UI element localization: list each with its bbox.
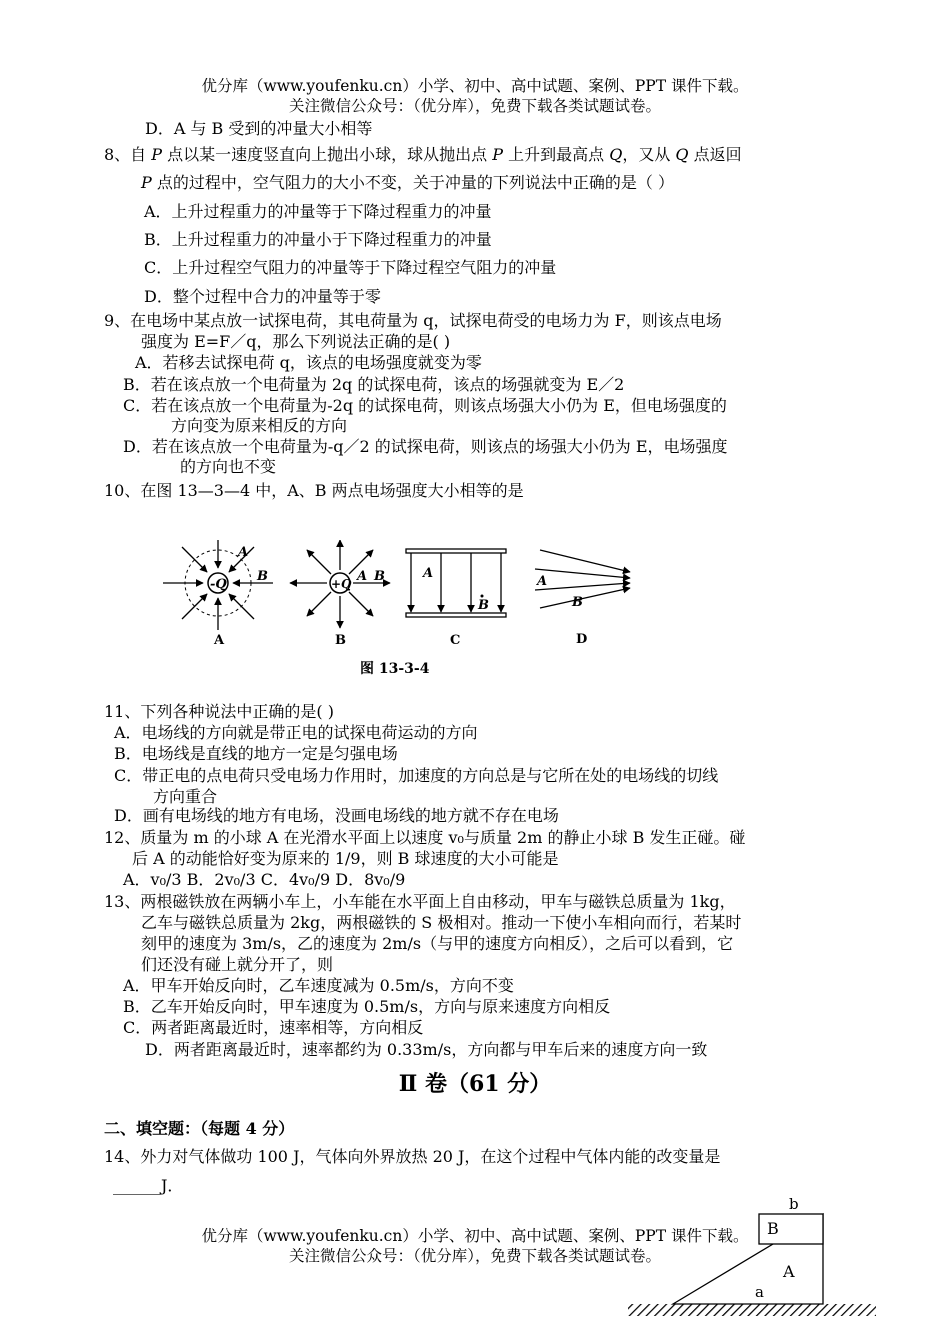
panel-c-diagram (406, 549, 506, 648)
q9-option-c-2: 方向变为原来相反的方向 (171, 416, 348, 435)
q13-option-a: A．甲车开始反向时，乙车速度减为 0.5m/s，方向不变 (123, 976, 514, 995)
q9-option-d-2: 的方向也不变 (180, 457, 277, 476)
q8-line-1: 8、自 P 点以某一速度竖直向上抛出小球，球从抛出点 P 上升到最高点 Q，又从 Q 点返回 (104, 145, 742, 164)
panel-a-diagram (163, 540, 273, 648)
q11-option-b: B．电场线是直线的地方一定是匀强电场 (114, 744, 398, 763)
q14-line-2: ______J． (113, 1176, 184, 1195)
panel-b-charge: +Q (331, 577, 352, 591)
q14-blank[interactable]: ______ (113, 1176, 161, 1195)
wedge-label-b: b (789, 1195, 799, 1213)
section-2-subtitle: 二、填空题：（每题 4 分） (104, 1119, 295, 1138)
q9-line-2: 强度为 E=F／q，那么下列说法正确的是( ) (141, 332, 451, 351)
panel-d-label: D (576, 632, 588, 647)
panel-c-point-a: A (423, 566, 434, 581)
q13-option-d: D．两者距离最近时，速率都约为 0.33m/s，方向都与甲车后来的速度方向一致 (145, 1040, 708, 1059)
q13-option-b: B．乙车开始反向时，甲车速度为 0.5m/s，方向与原来速度方向相反 (123, 997, 611, 1016)
q11-option-d: D．画有电场线的地方有电场，没画电场线的地方就不存在电场 (114, 806, 559, 825)
figure-caption: 图 13-3-4 (360, 661, 430, 677)
panel-a-point-b: B (257, 569, 268, 584)
q13-line-3: 刻甲的速度为 3m/s，乙的速度为 2m/s（与甲的速度方向相反），之后可以看到，它 (141, 934, 734, 953)
q9-line-1: 9、在电场中某点放一试探电荷，其电荷量为 q，试探电荷受的电场力为 F，则该点电场 (104, 311, 722, 330)
q8-line-2: P 点的过程中，空气阻力的大小不变，关于冲量的下列说法中正确的是（ ） (141, 173, 674, 192)
panel-c-point-b: B (478, 598, 489, 613)
q11-line-1: 11、下列各种说法中正确的是( ) (104, 702, 334, 721)
q14-line-1: 14、外力对气体做功 100 J，气体向外界放热 20 J，在这个过程中气体内能的改变量是 (104, 1147, 721, 1166)
wedge-label-block-a: A (783, 1262, 795, 1281)
footer-line-1: 优分库（www.youfenku.cn）小学、初中、高中试题、案例、PPT 课件下载。 (201, 1227, 749, 1245)
q8-option-d: D．整个过程中合力的冲量等于零 (144, 287, 381, 306)
q12-line-2: 后 A 的动能恰好变为原来的 1/9，则 B 球速度的大小可能是 (132, 849, 559, 868)
panel-d-point-a: A (537, 574, 548, 589)
panel-b-point-a: A (357, 569, 368, 584)
q13-line-1: 13、两根磁铁放在两辆小车上，小车能在水平面上自由移动，甲车与磁铁总质量为 1kg， (104, 892, 736, 911)
q8-option-a: A．上升过程重力的冲量等于下降过程重力的冲量 (144, 202, 492, 221)
q13-option-c: C．两者距离最近时，速率相等，方向相反 (123, 1018, 424, 1037)
q11-option-c-2: 方向重合 (153, 787, 218, 806)
q9-option-a: A．若移去试探电荷 q，该点的电场强度就变为零 (135, 353, 482, 372)
header-line-2: 关注微信公众号：（优分库），免费下载各类试题试卷。 (288, 97, 661, 115)
panel-d-point-b: B (572, 595, 583, 610)
panel-a-charge: -Q (210, 577, 227, 592)
panel-c-label: C (450, 633, 461, 648)
header-line-1: 优分库（www.youfenku.cn）小学、初中、高中试题、案例、PPT 课件下载。 (201, 77, 749, 95)
section-2-title: Ⅱ 卷（61 分） (398, 1071, 552, 1097)
q13-line-4: 们还没有碰上就分开了，则 (141, 955, 334, 974)
q12-options: A．v₀/3 B．2v₀/3 C．4v₀/9 D．8v₀/9 (123, 870, 406, 889)
panel-b-diagram (290, 540, 390, 648)
panel-d-diagram (535, 550, 630, 647)
q11-option-a: A．电场线的方向就是带正电的试探电荷运动的方向 (114, 723, 478, 742)
q12-line-1: 12、质量为 m 的小球 A 在光滑水平面上以速度 v₀与质量 2m 的静止小球 B 发生正碰。碰 (104, 828, 746, 847)
q8-option-b: B．上升过程重力的冲量小于下降过程重力的冲量 (144, 230, 492, 249)
wedge-label-block-b: B (767, 1219, 779, 1238)
q9-option-d-1: D．若在该点放一个电荷量为-q／2 的试探电荷，则该点的场强大小仍为 E，电场强度 (123, 437, 728, 456)
panel-a-point-a: A (238, 545, 249, 560)
panel-b-point-b: B (374, 569, 385, 584)
q9-option-b: B．若在该点放一个电荷量为 2q 的试探电荷，该点的场强就变为 E／2 (123, 375, 625, 394)
q9-option-c-1: C．若在该点放一个电荷量为-2q 的试探电荷，则该点场强大小仍为 E，但电场强度的 (123, 396, 727, 415)
q13-line-2: 乙车与磁铁总质量为 2kg，两根磁铁的 S 极相对。推动一下使小车相向而行，若某时 (141, 913, 742, 932)
q11-option-c-1: C．带正电的点电荷只受电场力作用时，加速度的方向总是与它所在处的电场线的切线 (114, 766, 719, 785)
panel-b-label: B (335, 633, 346, 648)
figure-13-3-4 (0, 540, 950, 710)
panel-a-label: A (214, 633, 225, 648)
footer-line-2: 关注微信公众号：（优分库），免费下载各类试题试卷。 (288, 1247, 661, 1265)
q7-option-d: D．A 与 B 受到的冲量大小相等 (145, 119, 373, 138)
q8-option-c: C．上升过程空气阻力的冲量等于下降过程空气阻力的冲量 (144, 258, 557, 277)
q10-line-1: 10、在图 13—3—4 中，A、B 两点电场强度大小相等的是 (104, 481, 524, 500)
wedge-label-a: a (755, 1283, 764, 1301)
